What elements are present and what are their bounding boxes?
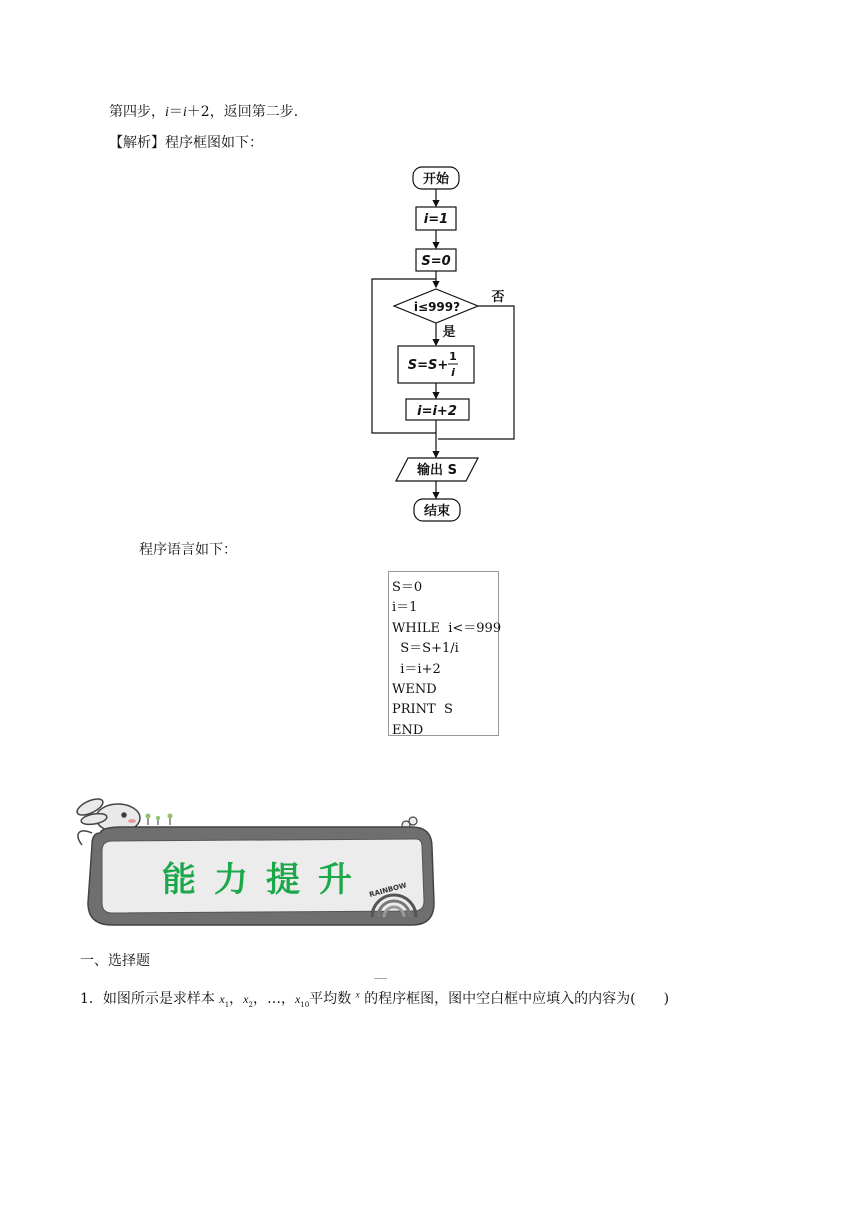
init-i-label: i=1 xyxy=(423,212,449,227)
flowchart xyxy=(360,160,530,530)
yes-label: 是 xyxy=(442,325,456,340)
fraction-numerator: 1 xyxy=(449,350,457,363)
update-i-label: i=i+2 xyxy=(417,404,457,419)
program-code-box xyxy=(388,571,502,738)
step4-line xyxy=(109,101,308,121)
question-text: 平均数 xyxy=(309,991,352,1007)
code-line: S＝S+1/i xyxy=(392,641,459,657)
var-i: i xyxy=(165,105,169,120)
code-line: PRINT S xyxy=(392,702,453,718)
var-x: x xyxy=(243,992,249,1006)
step4-rest: ＋2，返回第二步． xyxy=(186,104,308,120)
subscript: 2 xyxy=(248,1000,253,1009)
var-x: x xyxy=(219,992,225,1006)
subscript: 1 xyxy=(224,1000,230,1009)
separator: ， xyxy=(229,991,244,1007)
code-line: WEND xyxy=(392,682,437,698)
section-heading: 一、选择题 xyxy=(80,953,150,969)
question-text: 的程序框图，图中空白框中应填入的内容为( ) xyxy=(364,991,670,1007)
var-xbar: x xyxy=(355,989,360,1000)
separator: ， xyxy=(252,991,267,1007)
code-line: i＝i+2 xyxy=(392,661,441,677)
xbar-dash xyxy=(374,978,387,979)
start-label: 开始 xyxy=(422,172,450,187)
init-s-label: S=0 xyxy=(421,254,451,269)
question-number: 1． xyxy=(80,991,103,1007)
program-intro: 程序语言如下： xyxy=(139,542,237,558)
analysis-label: 【解析】 xyxy=(109,135,165,151)
code-line: WHILE i<＝999 xyxy=(392,620,502,636)
question-text: 如图所示是求样本 xyxy=(102,991,215,1007)
analysis-line xyxy=(109,132,263,152)
separator: ， xyxy=(280,991,295,1007)
equals: ＝ xyxy=(168,104,183,120)
code-line: END xyxy=(392,722,424,738)
output-label: 输出 S xyxy=(417,463,457,478)
var-x: x xyxy=(294,992,301,1006)
rainbow-text: RAINBOW xyxy=(368,881,408,899)
no-label: 否 xyxy=(491,290,505,305)
fraction-denominator: i xyxy=(451,366,455,379)
code-line: S＝0 xyxy=(392,580,423,595)
update-s-label: S=S+ xyxy=(407,358,449,373)
code-line: i＝1 xyxy=(392,600,418,616)
section-banner xyxy=(72,785,442,935)
banner-title: 能力提升 xyxy=(162,860,370,900)
step4-prefix: 第四步， xyxy=(109,104,165,120)
condition-label: i≤999? xyxy=(413,300,461,314)
subscript: 10 xyxy=(300,1000,310,1009)
ellipsis: … xyxy=(266,991,281,1007)
end-label: 结束 xyxy=(423,504,451,519)
question-1 xyxy=(80,988,669,1009)
analysis-text: 程序框图如下： xyxy=(165,135,263,151)
var-i: i xyxy=(182,105,187,120)
